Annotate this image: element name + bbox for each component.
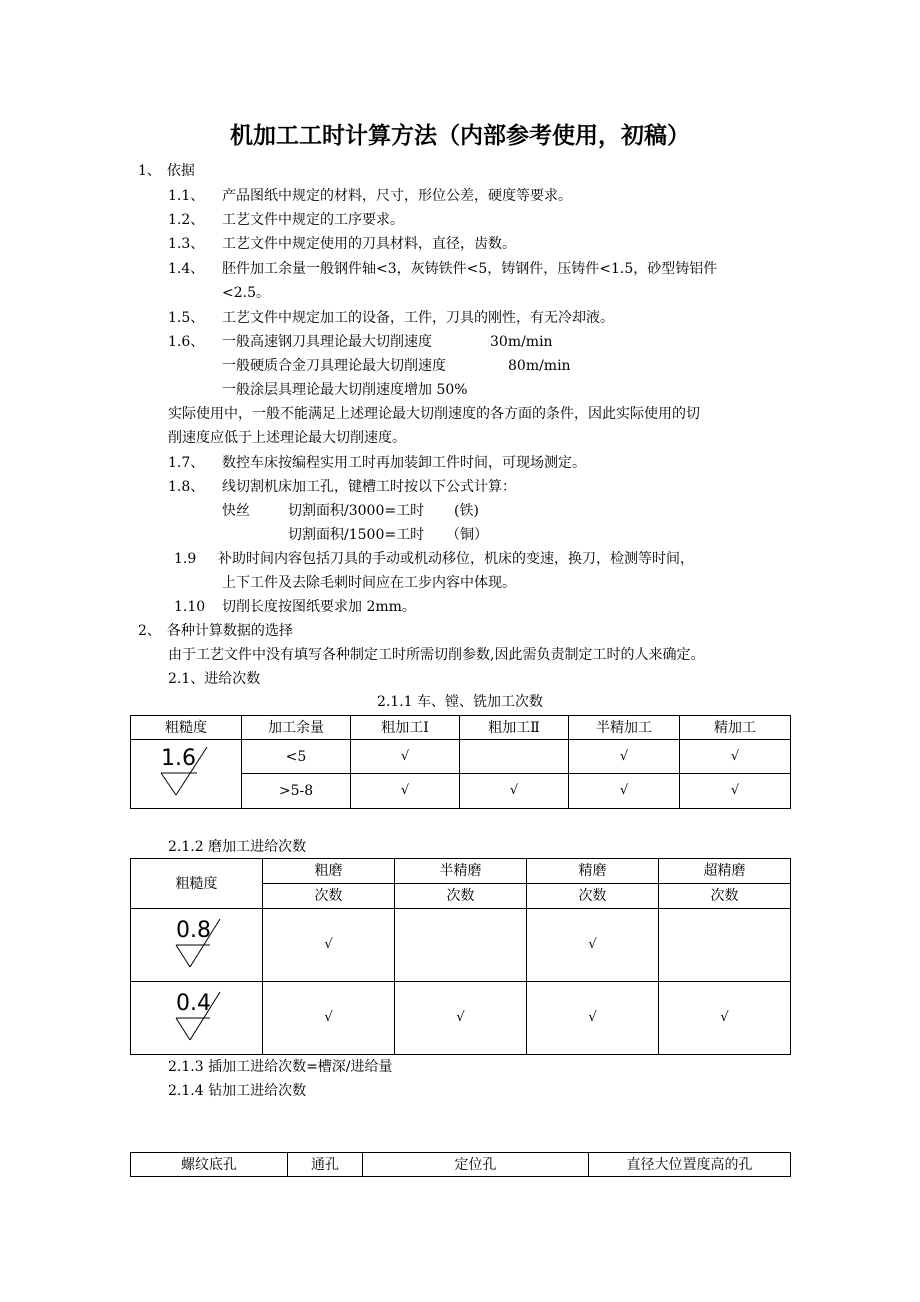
check-cell: √ (263, 982, 395, 1055)
header-cell: 定位孔 (363, 1153, 589, 1177)
item-1-6-line1-value: 30m/min (490, 334, 553, 350)
allowance-cell: >5-8 (242, 774, 351, 809)
header-cell: 精磨 (527, 859, 659, 884)
subsection-2-1-3: 2.1.3 插加工进给次数=槽深/进给量 (168, 1059, 393, 1075)
item-1-9-number: 1.9 (174, 551, 197, 567)
item-1-9-text-cont: 上下工件及去除毛刺时间应在工步内容中体现。 (222, 575, 516, 591)
item-1-1-text: 产品图纸中规定的材料，尺寸，形位公差，硬度等要求。 (222, 188, 572, 204)
header-cell: 加工余量 (242, 716, 351, 740)
item-1-3-number: 1.3、 (168, 236, 205, 252)
roughness-cell (131, 982, 263, 1055)
roughness-cell (131, 909, 263, 982)
header-cell: 粗加工Ⅰ (351, 716, 460, 740)
check-cell: √ (395, 982, 527, 1055)
roughness-symbol-icon (151, 743, 221, 805)
check-cell: √ (527, 909, 659, 982)
check-cell: √ (263, 909, 395, 982)
item-1-4-number: 1.4、 (168, 261, 205, 277)
document-title: 机加工工时计算方法（内部参考使用，初稿） (230, 123, 690, 149)
subsection-2-1-4: 2.1.4 钻加工进给次数 (168, 1083, 307, 1099)
item-1-10-number: 1.10 (174, 599, 206, 615)
header-cell: 粗加工Ⅱ (460, 716, 569, 740)
item-1-8-text: 线切割机床加工孔，键槽工时按以下公式计算： (222, 479, 516, 495)
section-2-paragraph: 由于工艺文件中没有填写各种制定工时所需切削参数,因此需负责制定工时的人来确定。 (168, 647, 705, 663)
table-2-1-2-caption: 2.1.2 磨加工进给次数 (168, 839, 307, 855)
section-2-number: 2、 (138, 623, 161, 639)
item-1-8-label: 快丝 (222, 503, 250, 519)
header-cell: 粗糙度 (131, 716, 242, 740)
check-cell: √ (569, 740, 680, 774)
subsection-2-1-title: 2.1、进给次数 (168, 671, 261, 687)
item-1-1-number: 1.1、 (168, 188, 205, 204)
check-cell (395, 909, 527, 982)
table-row (131, 740, 791, 774)
check-cell: √ (680, 740, 791, 774)
table-2-1-1-caption: 2.1.1 车、镗、铣加工次数 (376, 694, 544, 710)
roughness-value: 0.8 (175, 918, 211, 943)
header-cell-roughness: 粗糙度 (131, 859, 263, 909)
header-cell: 螺纹底孔 (131, 1153, 288, 1177)
check-cell: √ (569, 774, 680, 809)
subheader-cell: 次数 (527, 884, 659, 909)
check-cell: √ (527, 982, 659, 1055)
check-cell: √ (460, 774, 569, 809)
header-cell: 半精加工 (569, 716, 680, 740)
header-cell: 半精磨 (395, 859, 527, 884)
header-cell: 超精磨 (659, 859, 791, 884)
subheader-cell: 次数 (659, 884, 791, 909)
item-1-8-formula-2-material: （铜） (446, 527, 488, 543)
item-1-3-text: 工艺文件中规定使用的刀具材料，直径，齿数。 (222, 236, 516, 252)
note-paragraph-line2: 削速度应低于上述理论最大切削速度。 (168, 430, 406, 446)
item-1-7-number: 1.7、 (168, 455, 205, 471)
check-cell (460, 740, 569, 774)
item-1-2-text: 工艺文件中规定的工序要求。 (222, 212, 404, 228)
item-1-8-number: 1.8、 (168, 479, 205, 495)
item-1-6-line1: 一般高速钢刀具理论最大切削速度 (222, 334, 432, 350)
table-row (131, 909, 791, 982)
check-cell: √ (351, 774, 460, 809)
table-header-row (131, 1153, 791, 1177)
section-1-heading (138, 161, 195, 181)
item-1-4-text: 胚件加工余量一般钢件轴<3，灰铸铁件<5，铸钢件，压铸件<1.5，砂型铸铝件 (222, 261, 718, 277)
table-row (131, 982, 791, 1055)
roughness-value: 0.4 (175, 991, 211, 1016)
check-cell: √ (659, 982, 791, 1055)
item-1-6-line2: 一般硬质合金刀具理论最大切削速度 (222, 358, 446, 374)
allowance-cell: <5 (242, 740, 351, 774)
table-2-1-2 (130, 858, 791, 1055)
table-header-row (131, 859, 791, 884)
roughness-cell (131, 740, 242, 809)
item-1-5-text: 工艺文件中规定加工的设备，工件，刀具的刚性，有无冷却液。 (222, 310, 614, 326)
roughness-symbol-icon (162, 915, 232, 975)
item-1-6-number: 1.6、 (168, 334, 205, 350)
header-cell: 通孔 (288, 1153, 363, 1177)
header-cell: 精加工 (680, 716, 791, 740)
item-1-6-line2-value: 80m/min (508, 358, 571, 374)
header-cell: 粗磨 (263, 859, 395, 884)
roughness-symbol-icon (162, 988, 232, 1048)
item-1-2-number: 1.2、 (168, 212, 205, 228)
table-2-1-1 (130, 715, 791, 809)
table-header-row (131, 716, 791, 740)
item-1-8-formula-1-material: (铁) (454, 503, 479, 519)
note-paragraph-line1: 实际使用中，一般不能满足上述理论最大切削速度的各方面的条件，因此实际使用的切 (168, 406, 700, 422)
item-1-10-text: 切削长度按图纸要求加 2mm。 (222, 599, 416, 615)
section-2-title: 各种计算数据的选择 (166, 623, 293, 639)
item-1-7-text: 数控车床按编程实用工时再加装卸工件时间，可现场测定。 (222, 455, 586, 471)
item-1-6-line3: 一般涂层具理论最大切削速度增加 50% (222, 382, 468, 398)
header-cell: 直径大位置度高的孔 (589, 1153, 791, 1177)
check-cell: √ (680, 774, 791, 809)
item-1-8-formula-2: 切割面积/1500=工时 (288, 527, 425, 543)
section-1-title: 依据 (166, 163, 195, 179)
section-2-heading (138, 621, 293, 641)
item-1-8-formula-1: 切割面积/3000=工时 (288, 503, 425, 519)
subheader-cell: 次数 (395, 884, 527, 909)
section-1-number: 1、 (138, 163, 161, 179)
item-1-4-text-cont: <2.5。 (222, 285, 270, 301)
check-cell (659, 909, 791, 982)
table-2-1-4 (130, 1152, 791, 1177)
roughness-value: 1.6 (161, 746, 196, 771)
subheader-cell: 次数 (263, 884, 395, 909)
item-1-9-text: 补助时间内容包括刀具的手动或机动移位，机床的变速，换刀，检测等时间， (218, 551, 694, 567)
check-cell: √ (351, 740, 460, 774)
item-1-5-number: 1.5、 (168, 310, 205, 326)
